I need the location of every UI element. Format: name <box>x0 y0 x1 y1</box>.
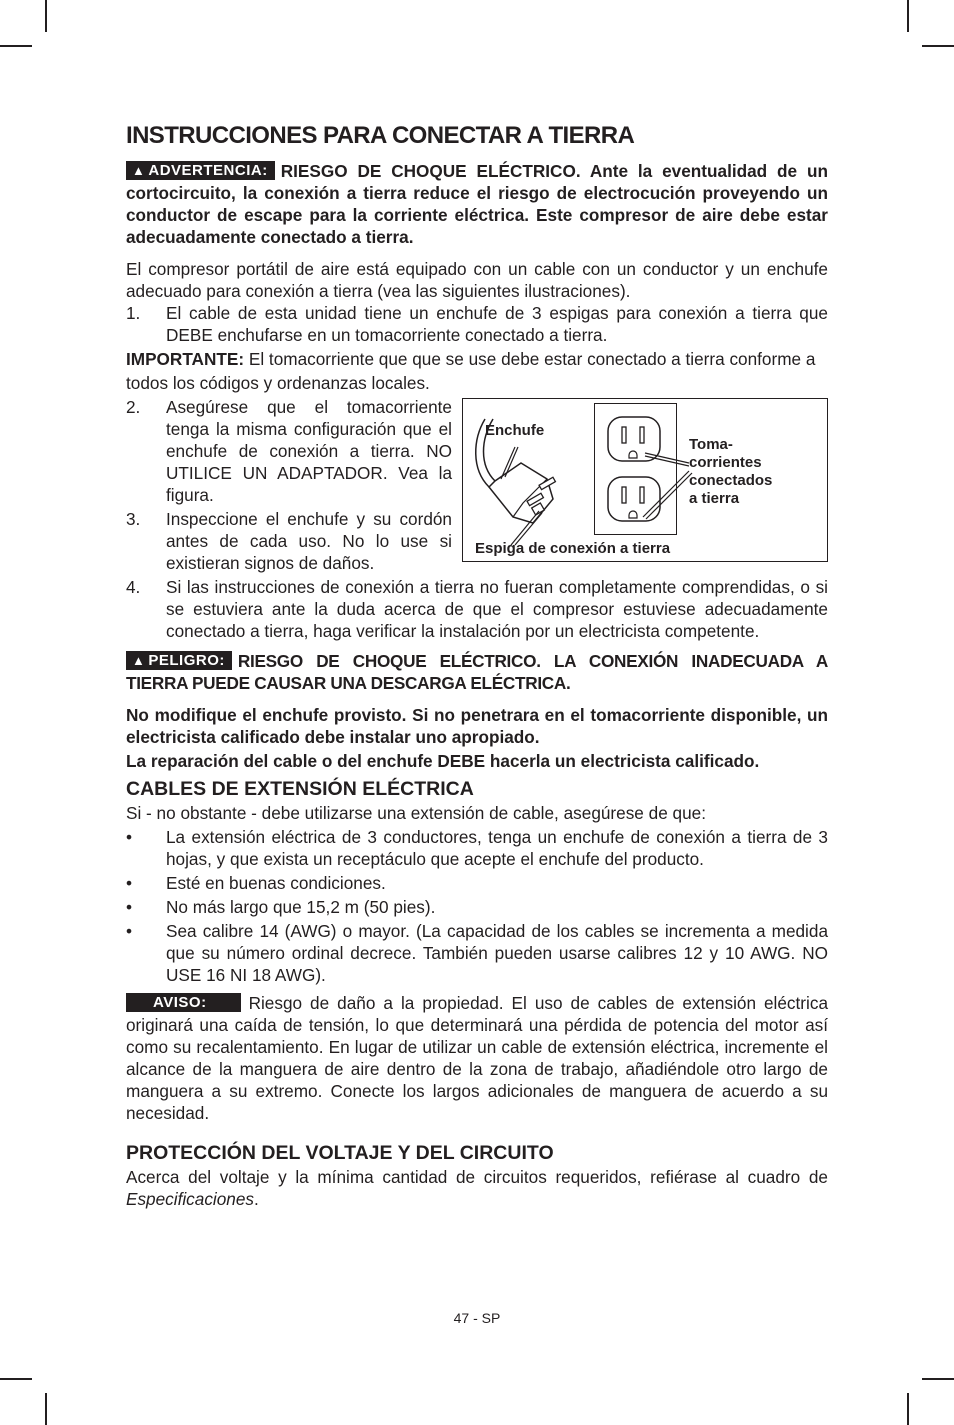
danger-badge-label: PELIGRO: <box>148 652 225 669</box>
list-text: Inspeccione el enchufe y su cordón antes de cada uso. No lo use si existieran signos de daños. <box>166 509 452 573</box>
warning-triangle-icon: ▲ <box>132 653 146 668</box>
list-item-2 <box>126 396 452 506</box>
list-text: El cable de esta unidad tiene un enchufe de 3 espigas para conexión a tierra que DEBE enchufarse en un tomacorriente conectado a tierra. <box>166 303 828 345</box>
page-number: 47 - SP <box>453 1310 501 1326</box>
warning-paragraph <box>126 160 828 248</box>
plug-label: Enchufe <box>485 422 545 439</box>
bullet-icon: • <box>126 897 133 917</box>
ground-pin-label: Espiga de conexión a tierra <box>475 540 671 557</box>
bullet-item <box>126 872 828 894</box>
bullet-text: La extensión eléctrica de 3 conductores, tenga un enchufe de conexión a tierra de 3 hojas, y que exista un receptáculo que acepte el enchufe del producto. <box>166 827 828 869</box>
list-item-3 <box>126 508 452 574</box>
danger-badge <box>126 651 232 670</box>
extension-heading: CABLES DE EXTENSIÓN ELÉCTRICA <box>126 778 474 800</box>
list-text: Si las instrucciones de conexión a tierra no fueran completamente comprendidas, o si se estuviera ante la duda acerca de que el compresor estuviese adecuadamente conectado a tierra, haga verificar la instalación por un electricista competente. <box>166 577 828 641</box>
list-text: Asegúrese que el tomacorriente tenga la misma configuración que el enchufe de conexión a tierra. NO UTILICE UN ADAPTADOR. Vea la figura. <box>166 397 452 505</box>
bullet-icon: • <box>126 873 133 893</box>
outlet-label <box>689 436 772 508</box>
extension-intro: Si - no obstante - debe utilizarse una extensión de cable, asegúrese de que: <box>126 803 706 823</box>
bullet-item <box>126 826 828 870</box>
warning-text: RIESGO DE CHOQUE ELÉCTRICO. Ante la eventualidad de un cortocircuito, la conexión a tierra reduce el riesgo de electrocución proveyendo un conductor de escape para la corriente eléctrica. Este compresor de aire debe estar adecuadamente conectado a tierra. <box>126 161 828 247</box>
figure-section <box>126 396 828 574</box>
list-item-1 <box>126 302 828 346</box>
list-number: 3. <box>126 509 141 529</box>
danger-text: RIESGO DE CHOQUE ELÉCTRICO. LA CONEXIÓN INADECUADA A TIERRA PUEDE CAUSAR UNA DESCARGA ELÉCTRICA. <box>126 651 828 693</box>
specifications-reference: Especificaciones <box>126 1189 255 1209</box>
notice-paragraph <box>126 992 828 1124</box>
notice-badge <box>126 993 241 1012</box>
crop-mark <box>907 0 909 32</box>
bullet-item <box>126 920 828 986</box>
list-number: 2. <box>126 397 141 417</box>
list-item-4 <box>126 576 828 642</box>
outlet-label-line: corrientes <box>689 454 762 471</box>
list-number: 1. <box>126 303 141 323</box>
outlet-label-line: a tierra <box>689 490 740 507</box>
extension-list <box>126 826 828 986</box>
intro-paragraph: El compresor portátil de aire está equipado con un cable con un conductor y un enchufe adecuado para conexión a tierra (vea las siguientes ilustraciones). <box>126 259 828 301</box>
bold-paragraph-1: No modifique el enchufe provisto. Si no penetrara en el tomacorriente disponible, un electricista calificado debe instalar uno apropiado. <box>126 705 828 747</box>
crop-mark <box>45 0 47 32</box>
bullet-text: Esté en buenas condiciones. <box>166 873 386 893</box>
voltage-paragraph <box>126 1166 828 1210</box>
notice-text: Riesgo de daño a la propiedad. El uso de cables de extensión eléctrica originará una caída de tensión, lo que determinará una pérdida de potencia del motor así como su recalentamiento. En lugar de utilizar un cable de extensión eléctrica, incremente el alcance de la manguera de aire dentro de la zona de trabajo, añadiéndole otro largo de manguera a su extremo. Conecte los largos adicionales de manguera de acuerdo a su necesidad. <box>126 993 828 1123</box>
crop-mark <box>907 1393 909 1425</box>
important-paragraph <box>126 347 828 395</box>
bold-paragraph-2: La reparación del cable o del enchufe DEBE hacerla un electricista calificado. <box>126 751 760 771</box>
outlet-label-line: Toma- <box>689 436 733 453</box>
crop-mark <box>45 1393 47 1425</box>
warning-badge <box>126 161 275 180</box>
grounding-figure <box>462 398 828 562</box>
page-title: INSTRUCCIONES PARA CONECTAR A TIERRA <box>126 122 635 149</box>
warning-triangle-icon: ▲ <box>132 163 146 178</box>
list-number: 4. <box>126 577 141 597</box>
crop-mark <box>922 1378 954 1380</box>
important-label: IMPORTANTE: <box>126 349 245 369</box>
voltage-text-end: . <box>254 1189 259 1209</box>
danger-paragraph <box>126 650 828 694</box>
bullet-icon: • <box>126 921 133 941</box>
important-text: El tomacorriente que que se use debe estar conectado a tierra conforme a todos los códigos y ordenanzas locales. <box>126 349 816 393</box>
page-content <box>126 120 828 1210</box>
outlet-label-line: conectados <box>689 472 773 489</box>
voltage-text: Acerca del voltaje y la mínima cantidad de circuitos requeridos, refiérase al cuadro de <box>126 1167 828 1187</box>
bullet-icon: • <box>126 827 133 847</box>
bullet-text: Sea calibre 14 (AWG) o mayor. (La capacidad de los cables se incrementa a medida que su número ordinal decrece. También pueden usarse calibres 12 y 10 AWG. NO USE 16 NI 18 AWG). <box>166 921 828 985</box>
crop-mark <box>0 1378 32 1380</box>
notice-badge-label: AVISO: <box>153 994 207 1011</box>
warning-badge-label: ADVERTENCIA: <box>148 162 268 179</box>
crop-mark <box>0 45 32 47</box>
voltage-heading: PROTECCIÓN DEL VOLTAJE Y DEL CIRCUITO <box>126 1142 554 1164</box>
bullet-item <box>126 896 828 918</box>
figure-side-list <box>126 396 452 574</box>
bullet-text: No más largo que 15,2 m (50 pies). <box>166 897 436 917</box>
crop-mark <box>922 45 954 47</box>
